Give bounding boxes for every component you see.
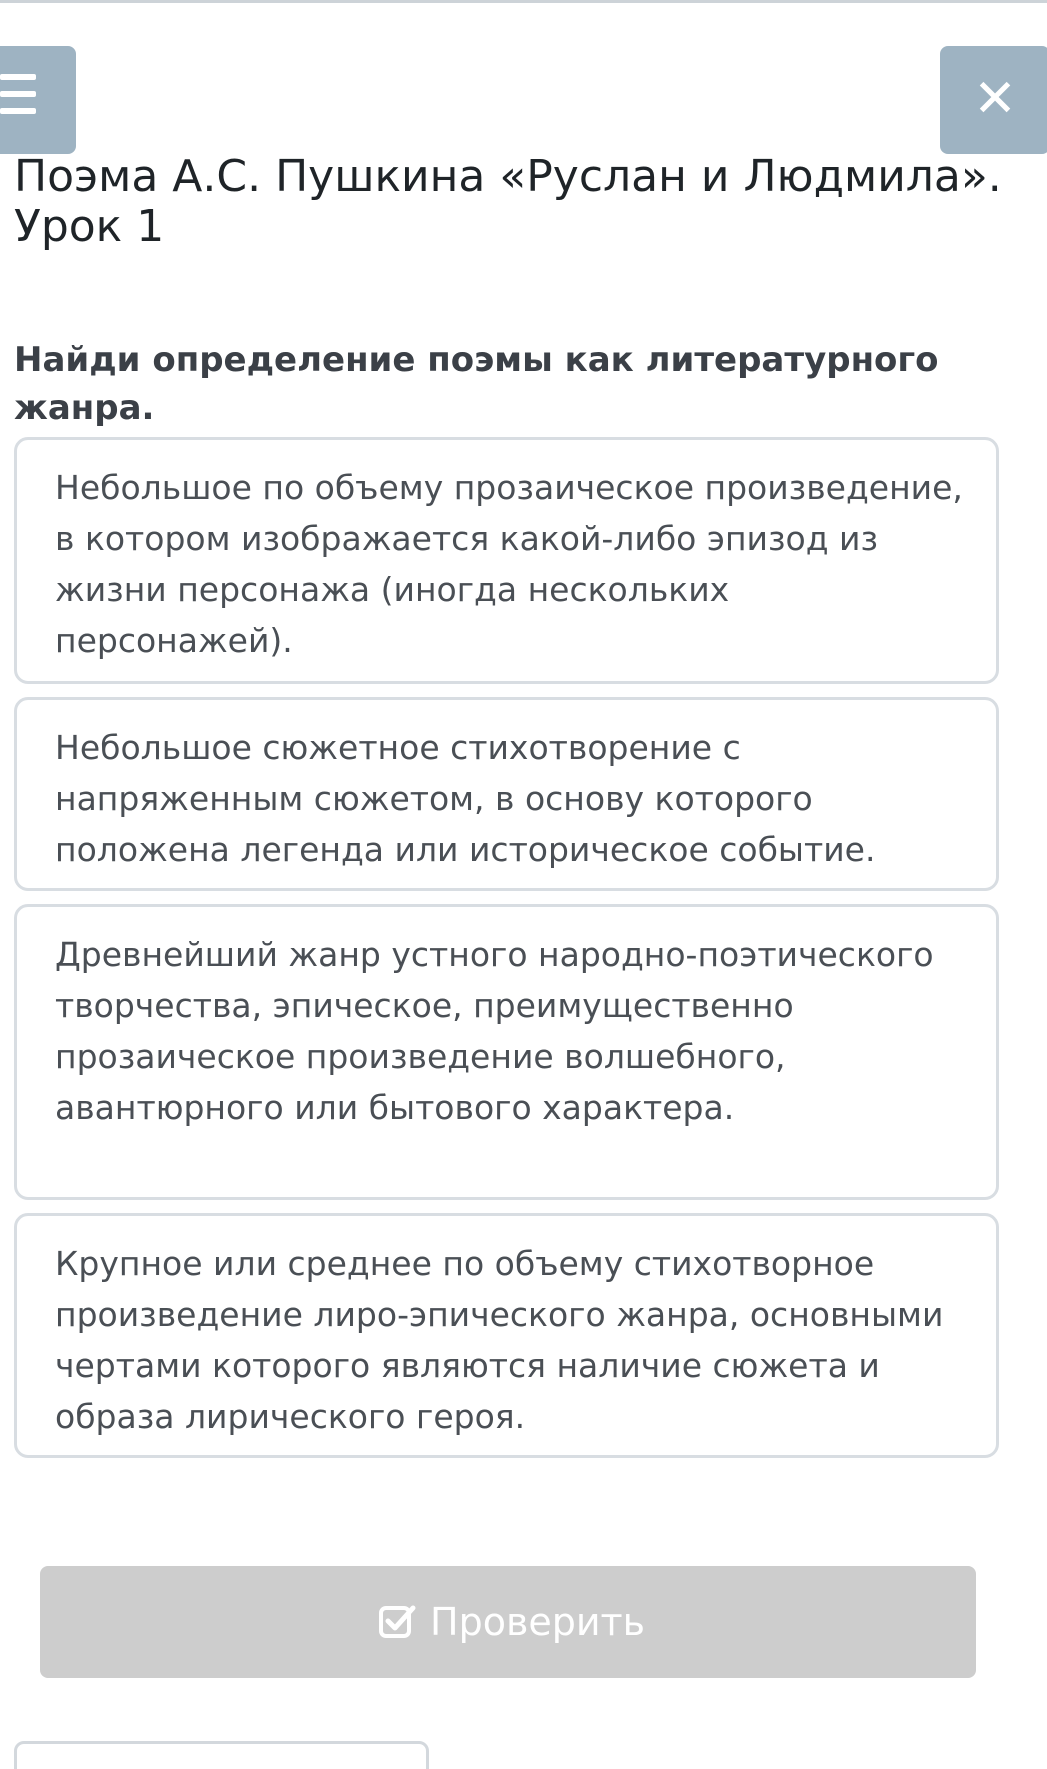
answer-option-text: Небольшое сюжетное стихотворение с напряженным сюжетом, в основу которого положена легенда или историческое событие. [55, 728, 876, 869]
lesson-title: Поэма А.С. Пушкина «Руслан и Людмила». Урок 1 [14, 151, 1002, 252]
check-button[interactable] [40, 1566, 976, 1678]
answer-option-1[interactable] [14, 437, 999, 684]
answer-option-text: Древнейший жанр устного народно-поэтического творчества, эпическое, преимущественно прозаическое произведение волшебного, авантюрного или бытового характера. [55, 935, 934, 1127]
top-divider [0, 0, 1047, 3]
answer-option-text: Крупное или среднее по объему стихотворное произведение лиро-эпического жанра, основными чертами которого являются наличие сюжета и образа лирического героя. [55, 1244, 944, 1436]
close-button[interactable] [940, 46, 1047, 154]
checkbox-check-icon [378, 1603, 416, 1641]
answer-option-2[interactable] [14, 697, 999, 891]
question-text: Найди определение поэмы как литературного жанра. [14, 340, 939, 428]
answer-option-4[interactable] [14, 1213, 999, 1458]
bottom-panel[interactable] [14, 1741, 429, 1769]
answer-option-text: Небольшое по объему прозаическое произведение, в котором изображается какой-либо эпизод из жизни персонажа (иногда нескольких персонажей). [55, 468, 963, 660]
check-button-label: Проверить [430, 1600, 646, 1644]
answer-option-3[interactable] [14, 904, 999, 1200]
menu-button[interactable] [0, 46, 76, 154]
close-x-icon: ✕ [973, 69, 1017, 129]
